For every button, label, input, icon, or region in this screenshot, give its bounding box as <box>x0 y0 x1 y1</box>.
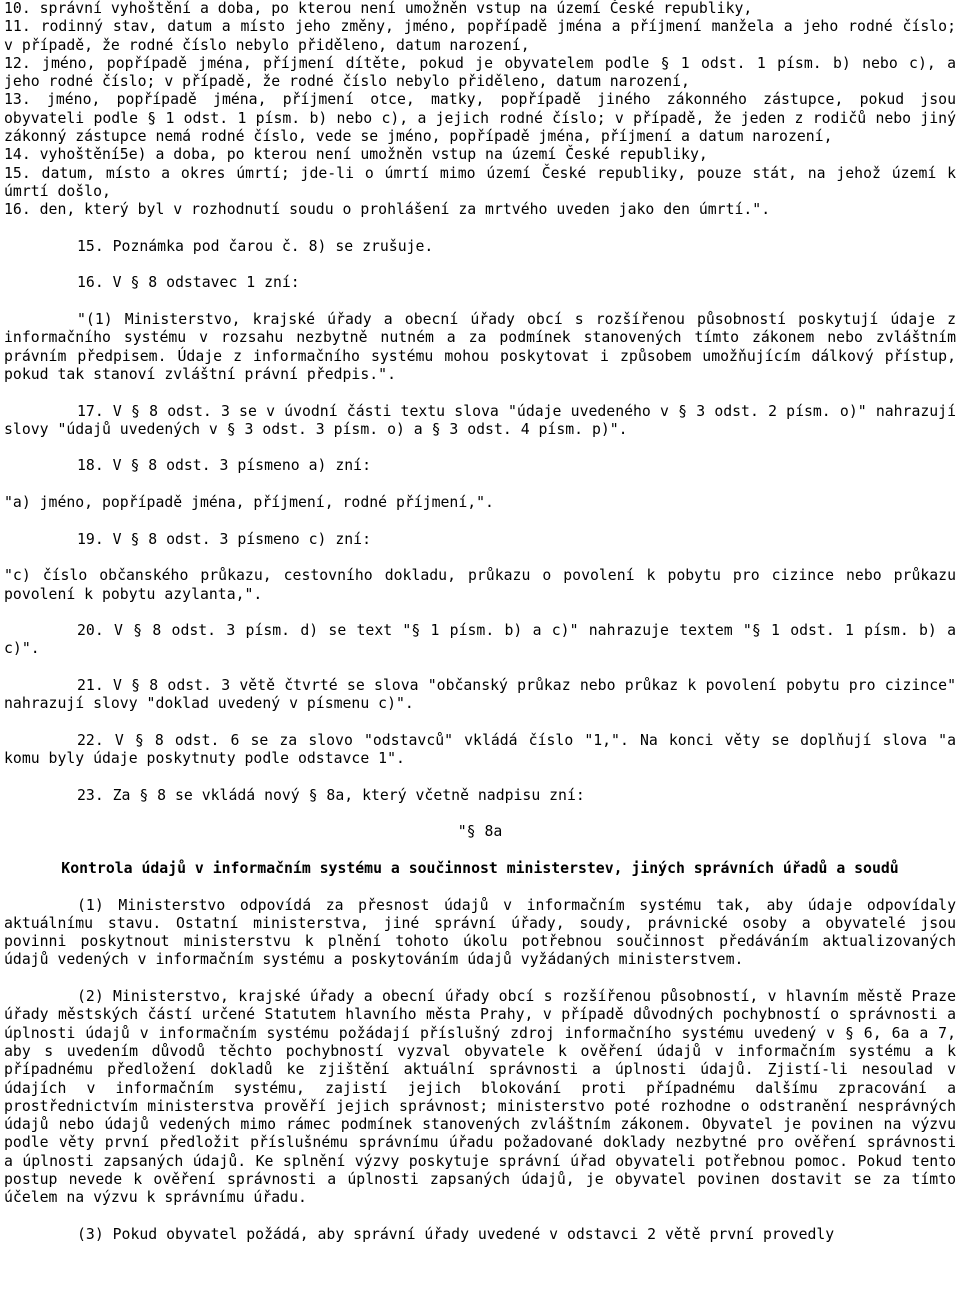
amendment-point-20: 20. V § 8 odst. 3 písm. d) se text "§ 1 písm. b) a c)" nahrazuje textem "§ 1 odst. 1 písm. b) a c)". <box>4 622 956 658</box>
list-item-11: 11. rodinný stav, datum a místo jeho změny, jméno, popřípadě jména a příjmení manžela a jeho rodné číslo; v případě, že rodné číslo nebylo přiděleno, datum narození, <box>4 18 956 54</box>
amendment-point-23: 23. Za § 8 se vkládá nový § 8a, který včetně nadpisu zní: <box>77 786 585 804</box>
list-item-16: 16. den, který byl v rozhodnutí soudu o prohlášení za mrtvého uveden jako den úmrtí.". <box>4 201 771 219</box>
amendment-point-16: 16. V § 8 odstavec 1 zní: <box>77 274 300 292</box>
list-item-12: 12. jméno, popřípadě jména, příjmení dítěte, pokud je obyvatelem podle § 1 odst. 1 písm. b) nebo c), a jeho rodné číslo; v případě, že rodné číslo nebylo přiděleno, datum narození, <box>4 54 956 91</box>
list-item-13: 13. jméno, popřípadě jména, příjmení otce, matky, popřípadě jiného zákonného zástupce, pokud jsou obyvateli podle § 1 odst. 1 písm. b) nebo c), a jejich rodné číslo; v případě, že jeden z rodičů nebo jiný zákonný zástupce nemá rodné číslo, vede se jméno, popřípadě jména, příjmení a datum narození, <box>4 91 956 146</box>
section-mark: "§ 8a <box>457 823 503 841</box>
list-item-14: 14. vyhoštění5e) a doba, po kterou není umožněn vstup na území České republiky, <box>4 146 708 164</box>
amendment-point-21: 21. V § 8 odst. 3 větě čtvrté se slova "občanský průkaz nebo průkaz k povolení pobytu pro cizince" nahrazují slovy "doklad uvedený v písmenu c)". <box>4 676 956 713</box>
amendment-point-16-text: "(1) Ministerstvo, krajské úřady a obecní úřady obcí s rozšířenou působností poskytují údaje z informačního systému v rozsahu nezbytně nutném a za podmínek stanovených tímto zákonem nebo zvláštním právním předpisem. Údaje z informačního systému mohou poskytovat i způsobem umožňujícím dálkový přístup, pokud tak stanoví zvláštní právní předpis.". <box>4 311 956 383</box>
amendment-point-18: 18. V § 8 odst. 3 písmeno a) zní: <box>77 457 371 475</box>
amendment-point-19-text: "c) číslo občanského průkazu, cestovního dokladu, průkazu o povolení k pobytu pro cizince nebo průkazu povolení k pobytu azylanta,". <box>4 567 956 603</box>
amendment-point-17: 17. V § 8 odst. 3 se v úvodní části textu slova "údaje uvedeného v § 3 odst. 2 písm. o)" nahrazují slovy "údajů uvedených v § 3 odst. 3 písm. o) a § 3 odst. 4 písm. p)". <box>4 402 956 438</box>
amendment-point-19: 19. V § 8 odst. 3 písmeno c) zní: <box>77 530 371 548</box>
paragraph-1: (1) Ministerstvo odpovídá za přesnost údajů v informačním systému tak, aby údaje odpovídaly aktuálnímu stavu. Ostatní ministerstva, jiné správní úřady, soudy, právnické osoby a obyvatelé jsou povinni poskytnout ministerstvu k plnění tohoto úkolu potřebnou součinnost předáváním aktualizovaných údajů vedených v informačním systému a poskytováním údajů vyžádaných ministerstvem. <box>4 896 956 969</box>
paragraph-3: (3) Pokud obyvatel požádá, aby správní úřady uvedené v odstavci 2 větě první provedly <box>77 1225 835 1243</box>
list-item-10: 10. správní vyhoštění a doba, po kterou není umožněn vstup na území České republiky, <box>4 0 753 17</box>
list-item-15: 15. datum, místo a okres úmrtí; jde-li o úmrtí mimo území České republiky, pouze stát, na jehož území k úmrtí došlo, <box>4 164 956 200</box>
paragraph-2: (2) Ministerstvo, krajské úřady a obecní úřady obcí s rozšířenou působností, v hlavním městě Praze úřady městských částí určené Statutem hlavního města Prahy, v případě důvodných pochybností o správnosti a úplnosti údajů v informačním systému požádají příslušný zdroj informačního systému uvedený v § 6, 6a a 7, aby s uvedením důvodů těchto pochybností vyzval obyvatele k ověření údajů v informačním systému a k případnému předložení dokladů ke zjištění aktuální správnosti a úplnosti údajů. Zjistí-li nesoulad v údajích v informačním systému, zajistí jejich blokování proti případnému dalšímu zpracování a prostřednictvím ministerstva prověří jejich správnost; ministerstvo poté rozhodne o odstranění nesprávných údajů nebo údajů vedených mimo rámec podmínek stanovených zvláštním zákonem. Obyvatel je povinen na výzvu podle věty první předložit příslušnému správnímu úřadu požadované doklady nezbytné pro ověření správnosti a úplnosti zapsaných údajů. Ke splnění výzvy poskytuje správní úřad obyvateli potřebnou pomoc. Pokud tento postup nevede k ověření správnosti a úplnosti zapsaných údajů, je obyvatel povinen dostavit se za tímto účelem na výzvu k správnímu úřadu. <box>4 988 956 1207</box>
amendment-point-18-text: "a) jméno, popřípadě jména, příjmení, rodné příjmení,". <box>4 494 494 512</box>
amendment-point-22: 22. V § 8 odst. 6 se za slovo "odstavců" vkládá číslo "1,". Na konci věty se doplňují slova "a komu byly údaje poskytnuty podle odstavce 1". <box>4 731 956 768</box>
amendment-point-15: 15. Poznámka pod čarou č. 8) se zrušuje. <box>77 237 434 255</box>
section-title: Kontrola údajů v informačním systému a součinnost ministerstev, jiných správních úřadů a soudů <box>61 859 899 877</box>
